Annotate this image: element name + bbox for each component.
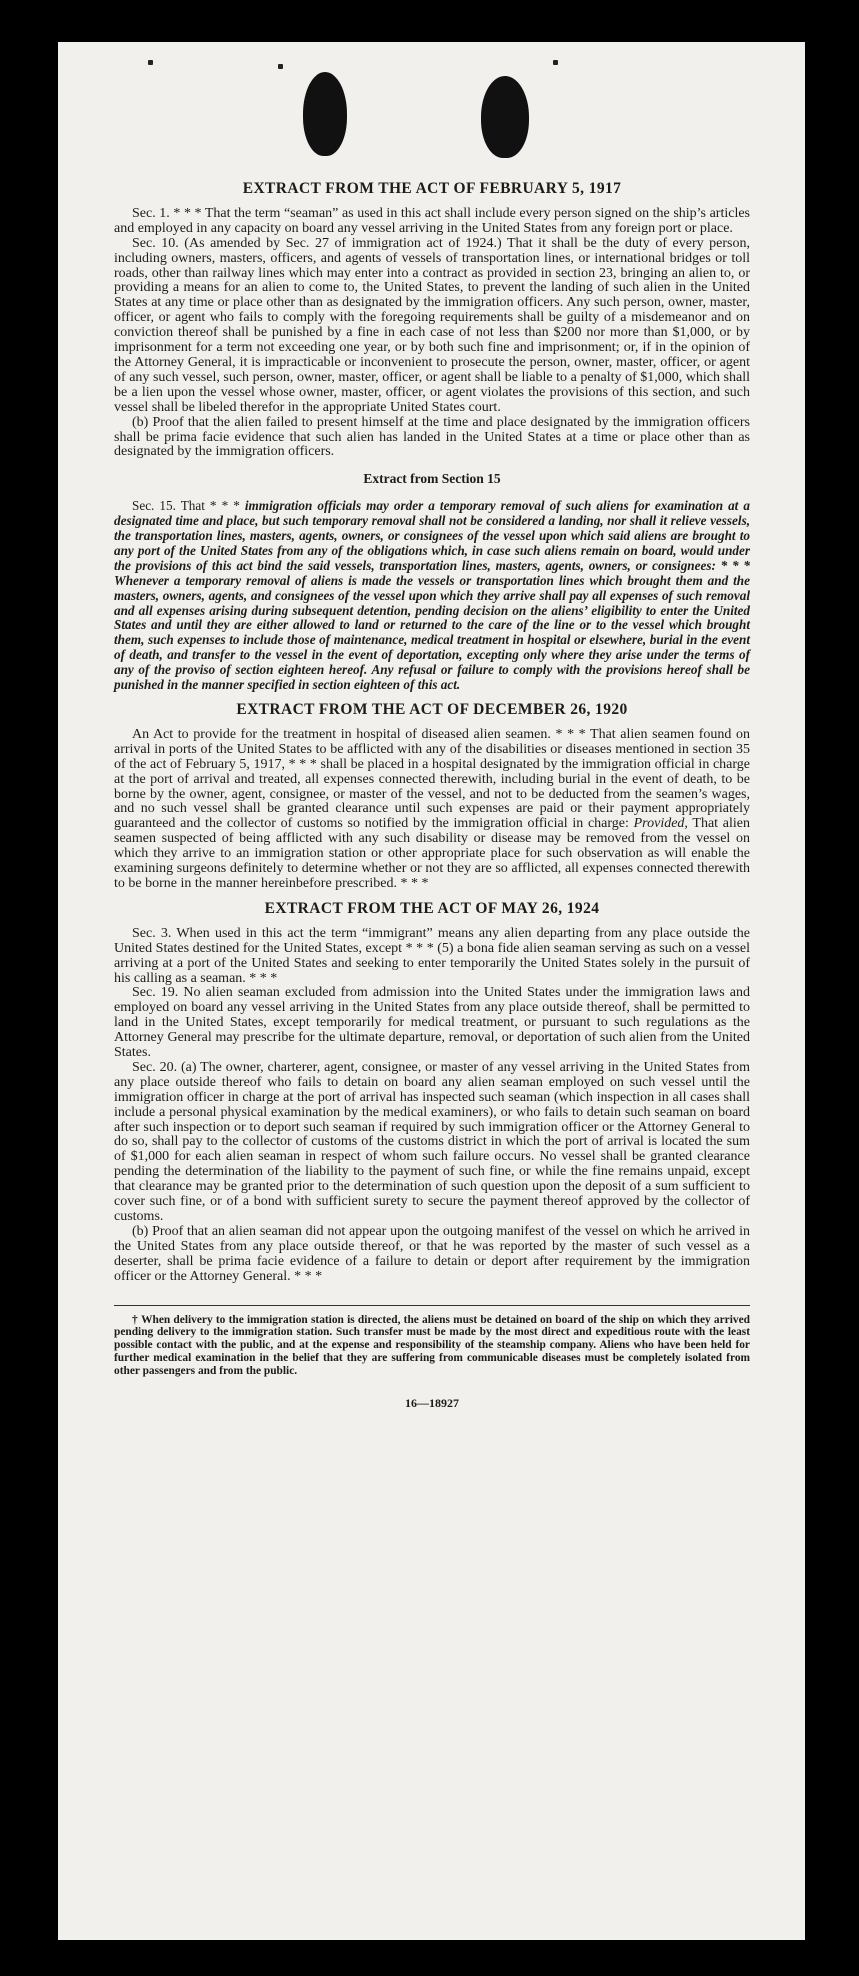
- document-body: [114, 172, 750, 1410]
- heading-act-1924: EXTRACT FROM THE ACT OF MAY 26, 1924: [264, 899, 600, 917]
- paragraph-sec19: Sec. 19. No alien seaman excluded from admission into the United States under the immigration laws and employed on board any vessel arriving in the United States from any place outside thereof, shall be permitted to land in the United States, except temporarily for medical treatment, or pursuant to such regulations as the Attorney General may prescribe for the ultimate departure, removal, or deportation of such alien from the United States.: [114, 985, 750, 1061]
- footnote-divider: [114, 1305, 750, 1306]
- paragraph-sec20a: Sec. 20. (a) The owner, charterer, agent, consignee, or master of any vessel arriving in the United States from any place outside thereof who fails to detain on board any alien seaman employed on such vessel until the immigration officer in charge at the port of arrival has inspected such seaman (which inspection in all cases shall include a personal physical examination by the medical examiners), or who fails to detain such seaman on board after such inspection or to deport such seaman if required by such immigration officer or the Attorney General to do so, shall pay to the collector of customs of the customs district in which the port of arrival is located the sum of $1,000 for each alien seaman in respect of whom such failure occurs. No vessel shall be granted clearance pending the determination of the liability to the payment of such fine, or while the fine remains unpaid, except that clearance may be granted prior to the determination of such question upon the deposit of a sum sufficient to cover such fine, or of a bond with sufficient surety to secure the payment thereof approved by the collector of customs.: [114, 1059, 750, 1224]
- punch-mark: [148, 60, 153, 65]
- sec15-lead: Sec. 15. That * * *: [132, 498, 240, 514]
- footnote: † When delivery to the immigration station is directed, the aliens must be detained on board of the ship on which they arrived pending delivery to the immigration station. Such transfer must be made by the most direct and expeditious route with the least possible contact with the public, and at the expense and responsibility of the steamship company. Aliens who have been held for further medical examination in the belief that they are suffering from communicable diseases must be completely isolated from other passengers and from the public.: [114, 1313, 750, 1377]
- act-1920-text2: That alien seamen suspected of being afflicted with any such disability or disease may be removed from the vessel on which they arrive to an immigration station or other appropriate place for such observation as will enable the examining surgeons definitely to determine whether or not they are so afflicted, all expenses connected therewith to be borne in the manner hereinbefore prescribed. * * *: [114, 816, 750, 891]
- punch-mark: [553, 60, 558, 65]
- heading-act-1920: EXTRACT FROM THE ACT OF DECEMBER 26, 1920: [236, 701, 628, 718]
- sec15-text: immigration officials may order a temporary removal of such aliens for examination at a designated time and place, but such temporary removal shall not be considered a landing, nor shall it relieve vessels, the transportation lines, masters, agents, owners, or consignees of the vessel upon which said aliens are brought to any port of the United States from any of the obligations which, in case such aliens remain on board, would under the provisions of this act bind the said vessels, transportation lines, masters, agents, owners, or consignees: * * * Whenever a temporary removal of aliens is made the vessels or transportation lines which brought them and the masters, owners, agents, and consignees of the vessel upon which they arrive shall pay all expenses of such removal and all expenses arising during subsequent detention, pending decision on the aliens’ eligibility to enter the United States and until they are either allowed to land or returned to the care of the line or to the vessel which brought them, such expenses to include those of maintenance, medical treatment in hospital or elsewhere, burial in the event of death, and transfer to the vessel in the event of deportation, excepting only where they arise under the terms of any of the proviso of section eighteen hereof. Any refusal or failure to comply with the provisions hereof shall be punished in the manner specified in section eighteen of this act.: [114, 498, 750, 693]
- paragraph-sec3: Sec. 3. When used in this act the term “immigrant” means any alien departing from any place outside the United States destined for the United States, except * * * (5) a bona fide alien seaman serving as such on a vessel arriving at a port of the United States and seeking to enter temporarily the United States solely in the pursuit of his calling as a seaman. * * *: [114, 925, 750, 986]
- document-page: [58, 42, 805, 1940]
- act-1920-provided: Provided,: [633, 816, 688, 832]
- form-code: 16—18927: [405, 1395, 459, 1410]
- paragraph-sec1: Sec. 1. * * * That the term “seaman” as used in this act shall include every person signed on the ship’s articles and employed in any capacity on board any vessel arriving in the United States from any foreign port or place.: [114, 205, 750, 236]
- binder-hole-right: [481, 76, 529, 158]
- paragraph-act-1920: [114, 728, 750, 892]
- heading-section-15: Extract from Section 15: [363, 471, 501, 487]
- heading-act-1917: EXTRACT FROM THE ACT OF FEBRUARY 5, 1917: [242, 180, 622, 197]
- section-15-block: [114, 499, 750, 693]
- punch-mark: [278, 64, 283, 69]
- paragraph-sec20b: (b) Proof that an alien seaman did not appear upon the outgoing manifest of the vessel on which he arrived in the United States from any place outside thereof, or that he was reported by the master of such vessel as a deserter, shall be prima facie evidence of a failure to detain or deport after requirement by the immigration officer or the Attorney General. * * *: [114, 1223, 750, 1284]
- paragraph-sec10b: (b) Proof that the alien failed to present himself at the time and place designated by the immigration officers shall be prima facie evidence that such alien has landed in the United States at a time or place other than as designated by the immigration officers.: [114, 414, 750, 460]
- paragraph-sec10: Sec. 10. (As amended by Sec. 27 of immigration act of 1924.) That it shall be the duty of every person, including owners, masters, officers, and agents of vessels of transportation lines, or international bridges or toll roads, other than railway lines which may enter into a contract as provided in section 23, bringing an alien to, or providing a means for an alien to come to, the United States, to prevent the landing of such alien in the United States at any time or place other than as designated by the immigration officers. Any such person, owner, master, officer, or agent who fails to comply with the foregoing requirements shall be guilty of a misdemeanor and on conviction thereof shall be punished by a fine in each case of not less than $200 nor more than $1,000, or by imprisonment for a term not exceeding one year, or by both such fine and imprisonment; or, if in the opinion of the Attorney General, it is impracticable or inconvenient to prosecute the person, owner, master, officer, or agent of any such vessel, such person, owner, master, officer, or agent shall be liable to a penalty of $1,000, which shall be a lien upon the vessel whose owner, master, officer, or agent violates the provisions of this section, and such vessel shall be libeled therefor in the appropriate United States court.: [114, 235, 750, 415]
- binder-hole-left: [303, 72, 347, 156]
- act-1920-text: An Act to provide for the treatment in hospital of diseased alien seamen. * * * That alien seamen found on arrival in ports of the United States to be afflicted with any of the disabilities or diseases mentioned in section 35 of the act of February 5, 1917, * * * shall be placed in a hospital designated by the immigration official in charge at the port of arrival and treated, all expenses connected therewith, including burial in the event of death, to be borne by the owner, agent, consignee, or master of the vessel, and not to be deducted from the seamen’s wages, and no such vessel shall be granted clearance until such expenses are paid or their payment appropriately guaranteed and the collector of customs so notified by the immigration official in charge:: [114, 726, 750, 832]
- paragraph-sec15: [114, 499, 750, 693]
